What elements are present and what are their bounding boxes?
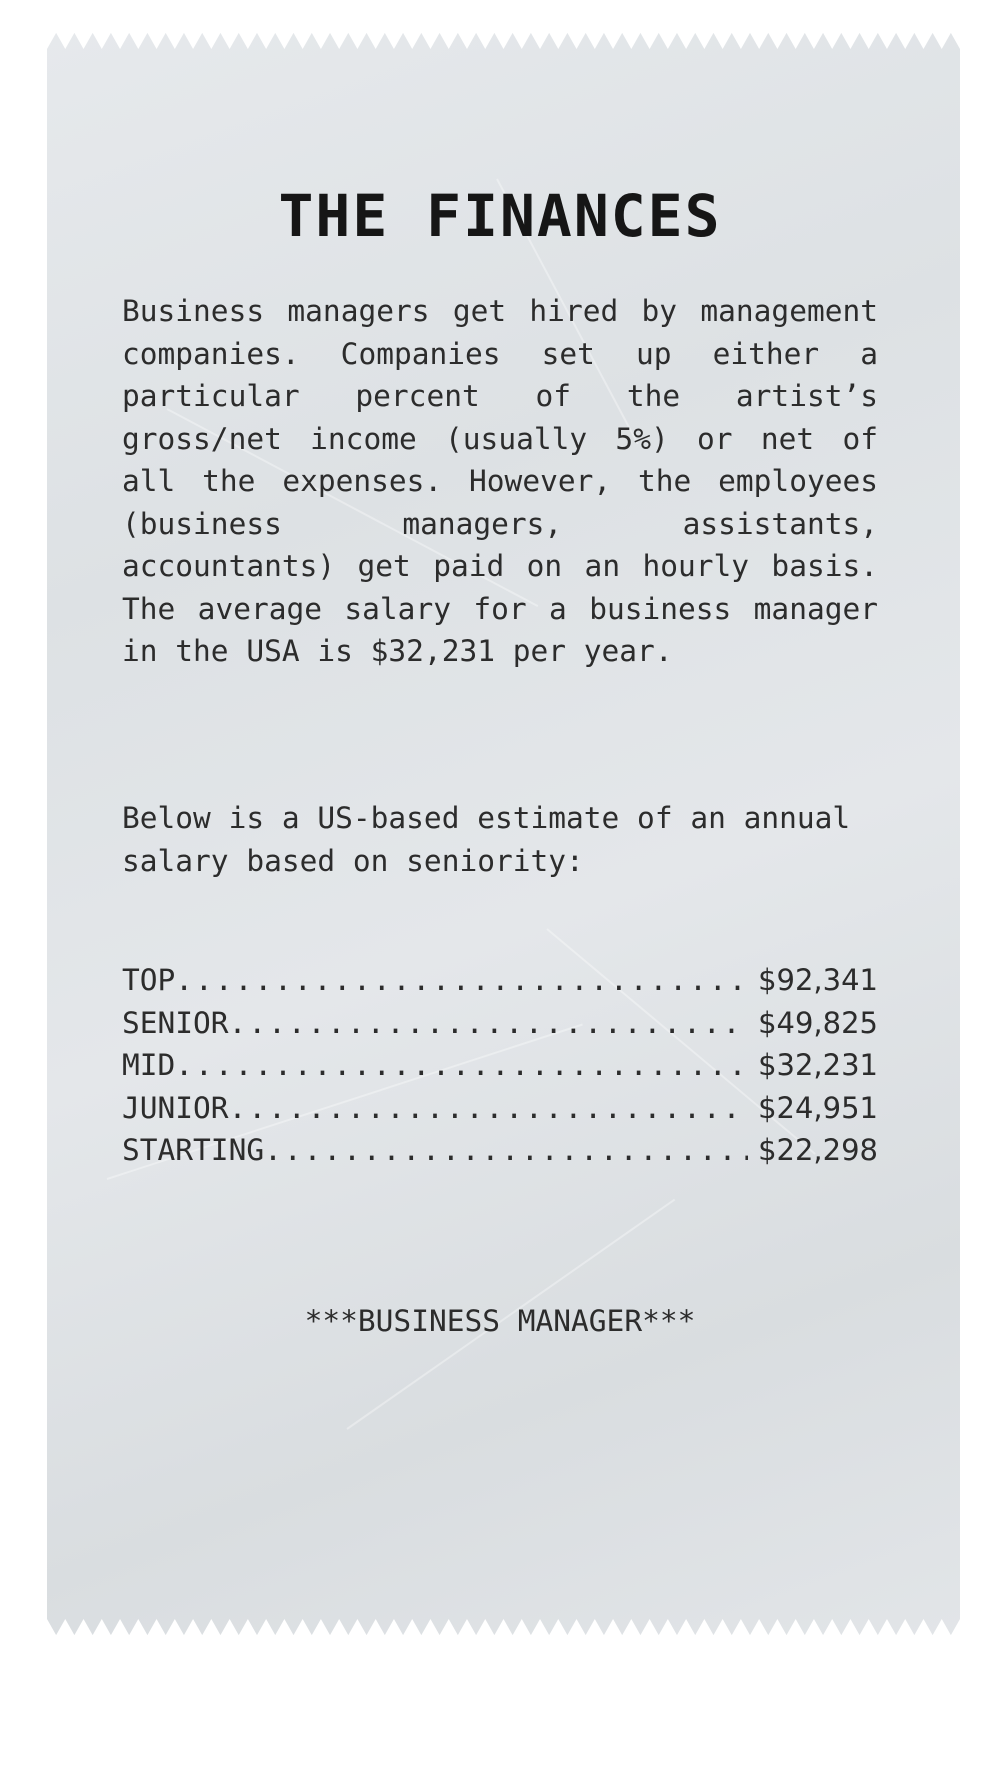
salary-row-senior <box>122 1006 878 1049</box>
salary-value: $32,231 <box>758 1048 878 1082</box>
salary-label: TOP <box>122 963 176 997</box>
salary-intro-paragraph: Below is a US-based estimate of an annual salary based on seniority: <box>122 801 851 878</box>
dot-leader <box>229 1006 748 1040</box>
salary-label: STARTING <box>122 1133 265 1167</box>
salary-value: $24,951 <box>758 1090 878 1125</box>
salary-label: SENIOR <box>122 1005 229 1040</box>
dot-leader <box>175 1048 748 1082</box>
finances-paragraph: Business managers get hired by management companies. Companies set up either a particular percent of the artist’s gross/net income (usually 5%) or net of all the expenses. However, the employees (business managers, assistants, accountants) get paid on an hourly basis. The average salary for a business manager in the USA is $32,231 per year. <box>122 294 878 668</box>
salary-row-starting <box>122 1133 878 1176</box>
dot-leader <box>229 1091 748 1125</box>
salary-row-mid <box>122 1048 878 1091</box>
page-title: THE FINANCES <box>278 182 722 250</box>
salary-row-top <box>122 963 878 1006</box>
dot-leader <box>264 1133 748 1167</box>
salary-list <box>122 963 878 1176</box>
receipt-footer: ***BUSINESS MANAGER*** <box>304 1304 696 1338</box>
salary-value: $49,825 <box>758 1005 878 1040</box>
salary-label: MID <box>122 1048 176 1082</box>
salary-value: $22,298 <box>758 1133 878 1167</box>
dot-leader <box>175 963 748 997</box>
salary-label: JUNIOR <box>122 1090 229 1125</box>
salary-row-junior <box>122 1091 878 1134</box>
salary-value: $92,341 <box>758 963 878 997</box>
